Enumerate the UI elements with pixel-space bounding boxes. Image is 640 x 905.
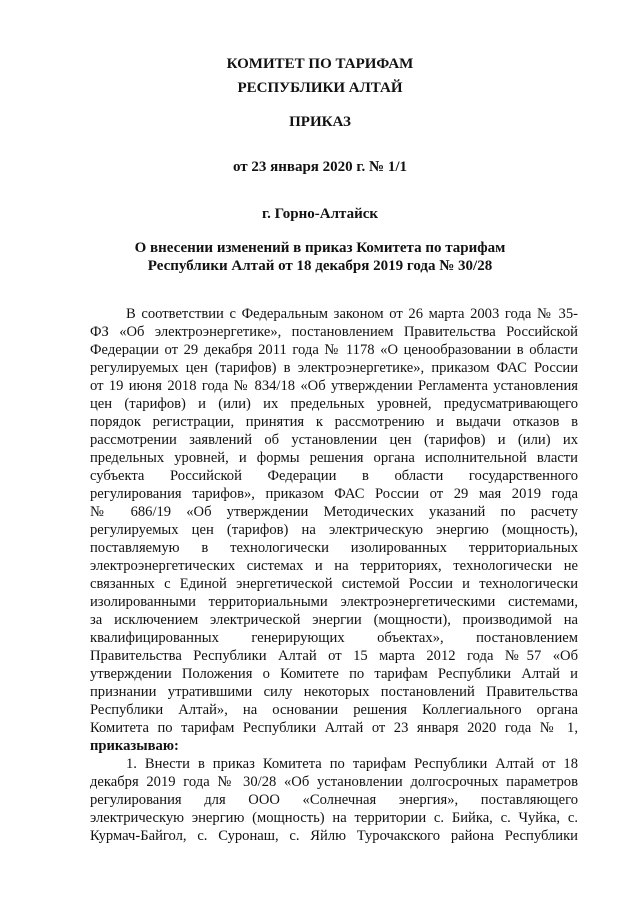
preamble-line: от 19 июня 2018 года № 834/18 «Об утверждении Регламента установления [90,378,578,394]
order-word: приказываю: [90,738,179,754]
committee-name-line1: КОМИТЕТ ПО ТАРИФАМ [226,56,414,72]
item-1-line: электрическую энергию (мощность) на территории с. Бийка, с. Чуйка, с. [90,810,578,826]
committee-name-line2: РЕСПУБЛИКИ АЛТАЙ [237,80,403,96]
preamble-line: электроэнергетических системах и на территориях, технологически не [90,558,578,574]
document-type-title: ПРИКАЗ [289,114,351,130]
preamble-line: регулируемых цен (тарифов) в электроэнергетике», приказом ФАС России [90,360,578,376]
preamble-line: утверждении Положения о Комитете по тарифам Республики Алтай и [90,666,578,682]
item-1-line: 1. Внести в приказ Комитета по тарифам Республики Алтай от 18 [126,756,578,772]
preamble-line: предельных уровней, и формы решения органа исполнительной власти [90,450,578,466]
item-1-line: регулирования для ООО «Солнечная энергия», поставляющего [90,792,578,808]
document-date-number: от 23 января 2020 г. № 1/1 [232,159,408,175]
preamble-line: Федерации от 29 декабря 2011 года № 1178 «О ценообразовании в области [90,342,578,358]
preamble-line: за исключением электрической энергии (мощности), производимой на [90,612,578,628]
subject-line-2: Республики Алтай от 18 декабря 2019 года № 30/28 [147,258,493,274]
preamble-line: регулируемых цен (тарифов) на электрическую энергию (мощность), [90,522,578,538]
preamble-line: признании утратившими силу некоторых постановлений Правительства [90,684,578,700]
preamble-line: связанных с Единой энергетической системой России и технологически [90,576,578,592]
preamble-line: регулирования тарифов», приказом ФАС России от 29 мая 2019 года [90,486,578,502]
preamble-line: Комитета по тарифам Республики Алтай от 23 января 2020 года № 1, [90,720,578,736]
preamble-line: Республики Алтай», на основании решения Коллегиального органа [90,702,578,718]
preamble-line: порядок регистрации, принятия к рассмотрению и выдачи отказов в [90,414,578,430]
item-1-line: декабря 2019 года № 30/28 «Об установлении долгосрочных параметров [90,774,578,790]
item-1-line: Курмач-Байгол, с. Суронаш, с. Яйлю Турочакского района Республики [90,828,578,844]
subject-line-1: О внесении изменений в приказ Комитета по тарифам [134,240,506,256]
preamble-line: рассмотрении заявлений об установлении цен (тарифов) и (или) их [90,432,578,448]
preamble-line: квалифицированных генерирующих объектах», постановлением [90,630,578,646]
preamble-line: ФЗ «Об электроэнергетике», постановлением Правительства Российской [90,324,578,340]
preamble-line: изолированными территориальными электроэнергетическими системами, [90,594,578,610]
preamble-line: № 686/19 «Об утверждении Методических указаний по расчету [90,504,578,520]
preamble-line: субъекта Российской Федерации в области государственного [90,468,578,484]
city-name: г. Горно-Алтайск [261,206,379,222]
preamble-line: Правительства Республики Алтай от 15 марта 2012 года №57 «Об [90,648,578,664]
preamble-line: В соответствии с Федеральным законом от 26 марта 2003 года № 35- [126,306,578,322]
preamble-line: поставляемую в технологически изолированных территориальных [90,540,578,556]
preamble-line: цен (тарифов) и (или) их предельных уровней, предусматривающего [90,396,578,412]
